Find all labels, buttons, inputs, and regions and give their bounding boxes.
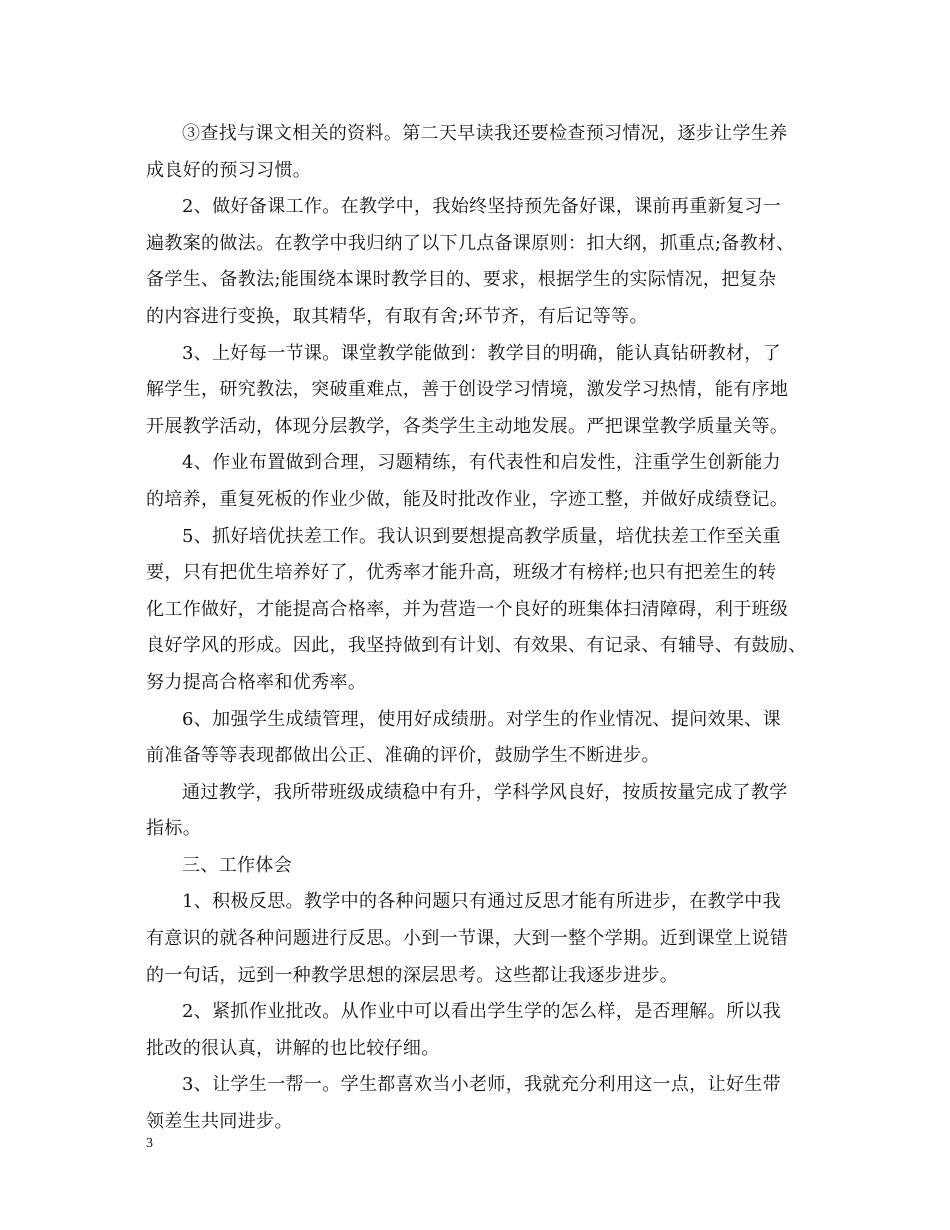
text-line: 化工作做好，才能提高合格率，并为营造一个良好的班集体扫清障碍，利于班级: [146, 598, 789, 620]
text-line: ③查找与课文相关的资料。第二天早读我还要检查预习情况，逐步让学生养: [182, 123, 788, 144]
paragraph-tutoring: [146, 519, 806, 702]
text-line: 6、加强学生成绩管理，使用好成绩册。对学生的作业情况、提问效果、课: [182, 708, 781, 730]
paragraph-prep-materials: [146, 116, 806, 189]
text-line: 要，只有把优生培养好了，优秀率才能升高，班级才有榜样;也只有把差生的转: [146, 562, 777, 584]
text-line: 的培养，重复死板的作业少做，能及时批改作业，字迹工整，并做好成绩登记。: [146, 488, 789, 510]
text-line: 良好学风的形成。因此，我坚持做到有计划、有效果、有记录、有辅导、有鼓励、: [146, 635, 807, 657]
text-line: 指标。: [146, 818, 202, 840]
text-line: 解学生，研究教法，突破重难点，善于创设学习情境，激发学习热情，能有序地: [146, 379, 789, 401]
text-line: 3、上好每一节课。课堂教学能做到：教学目的明确，能认真钻研教材，了: [182, 342, 781, 364]
text-line: 1、积极反思。教学中的各种问题只有通过反思才能有所进步，在教学中我: [182, 891, 781, 913]
text-line: 备学生、备教法;能围绕本课时教学目的、要求，根据学生的实际情况，把复杂: [146, 269, 777, 291]
text-line: 的一句话，远到一种教学思想的深层思考。这些都让我逐步进步。: [146, 964, 679, 986]
paragraph-peer-help: [146, 1067, 806, 1140]
text-line: 4、作业布置做到合理，习题精练，有代表性和启发性，注重学生创新能力: [182, 452, 781, 474]
page-number: 3: [146, 1136, 153, 1151]
paragraph-lesson-prep: [146, 189, 806, 335]
paragraph-grade-management: [146, 702, 806, 775]
paragraph-homework: [146, 445, 806, 518]
text-line: 2、做好备课工作。在教学中，我始终坚持预先备好课，课前再重新复习一: [182, 196, 781, 218]
paragraph-teach-class: [146, 336, 806, 446]
text-line: 3、让学生一帮一。学生都喜欢当小老师，我就充分利用这一点，让好生带: [182, 1074, 781, 1096]
text-line: 领差生共同进步。: [146, 1111, 293, 1133]
text-line: 遍教案的做法。在教学中我归纳了以下几点备课原则：扣大纲，抓重点;备教材、: [146, 232, 795, 254]
text-line: 通过教学，我所带班级成绩稳中有升，学科学风良好，按质按量完成了教学: [182, 781, 788, 803]
text-line: 三、工作体会: [182, 854, 293, 876]
paragraph-results: [146, 775, 806, 848]
text-line: 批改的很认真，讲解的也比较仔细。: [146, 1037, 440, 1059]
text-line: 成良好的预习习惯。: [146, 159, 312, 181]
text-line: 2、紧抓作业批改。从作业中可以看出学生学的怎么样，是否理解。所以我: [182, 1001, 781, 1023]
text-line: 前准备等等表现都做出公正、准确的评价，鼓励学生不断进步。: [146, 745, 660, 767]
paragraph-reflection: [146, 884, 806, 994]
document-body: [146, 116, 806, 1141]
text-line: 5、抓好培优扶差工作。我认识到要想提高教学质量，培优扶差工作至关重: [182, 525, 781, 547]
section-heading-work-experience: [146, 848, 806, 885]
text-line: 的内容进行变换，取其精华，有取有舍;环节齐，有后记等等。: [146, 305, 648, 327]
text-line: 努力提高合格率和优秀率。: [146, 671, 367, 693]
text-line: 有意识的就各种问题进行反思。小到一节课，大到一整个学期。近到课堂上说错: [146, 928, 789, 950]
paragraph-homework-correction: [146, 994, 806, 1067]
text-line: 开展教学活动，体现分层教学，各类学生主动地发展。严把课堂教学质量关等。: [146, 415, 789, 437]
